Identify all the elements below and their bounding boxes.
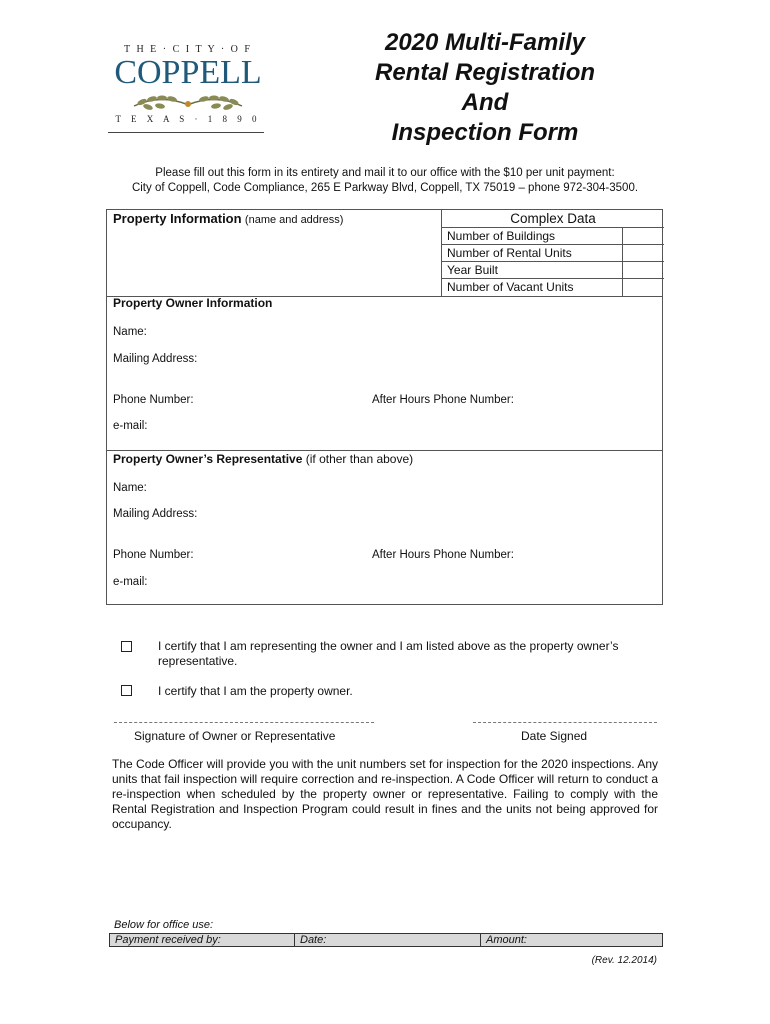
table-row: [442, 279, 664, 296]
office-use-table: [109, 933, 663, 947]
amount-cell: Amount:: [486, 934, 527, 946]
city-logo: [108, 44, 268, 136]
owner-certify-text: I certify that I am the property owner.: [158, 684, 353, 698]
rep-heading: [113, 452, 413, 466]
buildings-input[interactable]: [622, 228, 664, 244]
office-date-cell: Date:: [295, 934, 481, 946]
owner-email-field[interactable]: e-mail:: [113, 420, 148, 432]
property-info-heading: [113, 211, 343, 226]
owner-after-hours-field[interactable]: After Hours Phone Number:: [372, 394, 514, 406]
form-box: [106, 209, 663, 605]
table-row: [442, 245, 664, 262]
rep-certify-checkbox[interactable]: [121, 641, 132, 652]
intro-line-2: City of Coppell, Code Compliance, 265 E Parkway Blvd, Coppell, TX 75019 – phone 972-304-3500.: [131, 182, 639, 194]
year-built-input[interactable]: [622, 262, 664, 278]
complex-data-heading: Complex Data: [442, 210, 664, 228]
rep-certify-text: I certify that I am representing the owner and I am listed above as the property owner’s representative.: [158, 639, 619, 668]
rental-units-input[interactable]: [622, 245, 664, 261]
rep-heading-sub: (if other than above): [305, 452, 414, 466]
intro-line-1: Please fill out this form in its entirety and mail it to our office with the $10 per unit payment:: [155, 167, 615, 179]
owner-heading: [113, 296, 272, 310]
office-use-note: Below for office use:: [114, 919, 214, 931]
logo-bottom-text: T E X A S · 1 8 9 0: [115, 114, 261, 124]
buildings-label: Number of Buildings: [447, 229, 556, 243]
title-line-1: 2020 Multi-Family: [384, 29, 586, 56]
property-info-input[interactable]: [111, 230, 437, 294]
signature-label: Signature of Owner or Representative: [134, 729, 336, 743]
revision-label: (Rev. 12.2014): [591, 955, 657, 966]
title-line-4: Inspection Form: [391, 119, 579, 146]
divider: [107, 450, 662, 451]
property-info-sub: (name and address): [244, 214, 344, 226]
date-signed-label: Date Signed: [521, 729, 588, 743]
inspection-notice: The Code Officer will provide you with the unit numbers set for inspection for the 2020 inspections. Any units that fail inspection will require correction and re-inspection. A Code Officer will return to conduct a re-inspection when scheduled by the property owner or representative. Failing to comply with the Rental Registration and Inspection Program could result in fines and the units not being approved for occupancy.: [112, 757, 658, 831]
rep-after-hours-field[interactable]: After Hours Phone Number:: [372, 549, 514, 561]
owner-certify-checkbox[interactable]: [121, 685, 132, 696]
owner-mailing-field[interactable]: Mailing Address:: [113, 353, 198, 365]
vacant-units-input[interactable]: [622, 279, 664, 296]
date-line[interactable]: [473, 722, 657, 723]
logo-top-text: T H E · C I T Y · O F: [124, 44, 252, 55]
rep-name-field[interactable]: Name:: [113, 482, 147, 494]
vacant-units-label: Number of Vacant Units: [447, 280, 574, 294]
rep-phone-field[interactable]: Phone Number:: [113, 549, 194, 561]
title-line-2: Rental Registration: [374, 59, 596, 86]
signature-line[interactable]: [114, 722, 374, 723]
rep-heading-text: Property Owner’s Representative: [113, 452, 303, 466]
complex-data-table: [441, 210, 663, 296]
owner-heading-text: Property Owner Information: [113, 296, 273, 310]
intro-text: [100, 166, 670, 196]
year-built-label: Year Built: [447, 263, 498, 277]
payment-received-cell: Payment received by:: [110, 934, 295, 946]
logo-name: COPPELL: [114, 54, 262, 91]
owner-name-field[interactable]: Name:: [113, 326, 147, 338]
logo-rule: [108, 132, 264, 133]
property-info-title: Property Information: [113, 211, 242, 226]
rental-units-label: Number of Rental Units: [447, 246, 572, 260]
rep-mailing-field[interactable]: Mailing Address:: [113, 508, 198, 520]
table-row: [442, 228, 664, 245]
table-row: [442, 262, 664, 279]
form-title: [330, 28, 640, 148]
laurel-branch-icon: [130, 92, 246, 114]
owner-phone-field[interactable]: Phone Number:: [113, 394, 194, 406]
title-line-3: And: [461, 89, 509, 116]
rep-email-field[interactable]: e-mail:: [113, 576, 148, 588]
